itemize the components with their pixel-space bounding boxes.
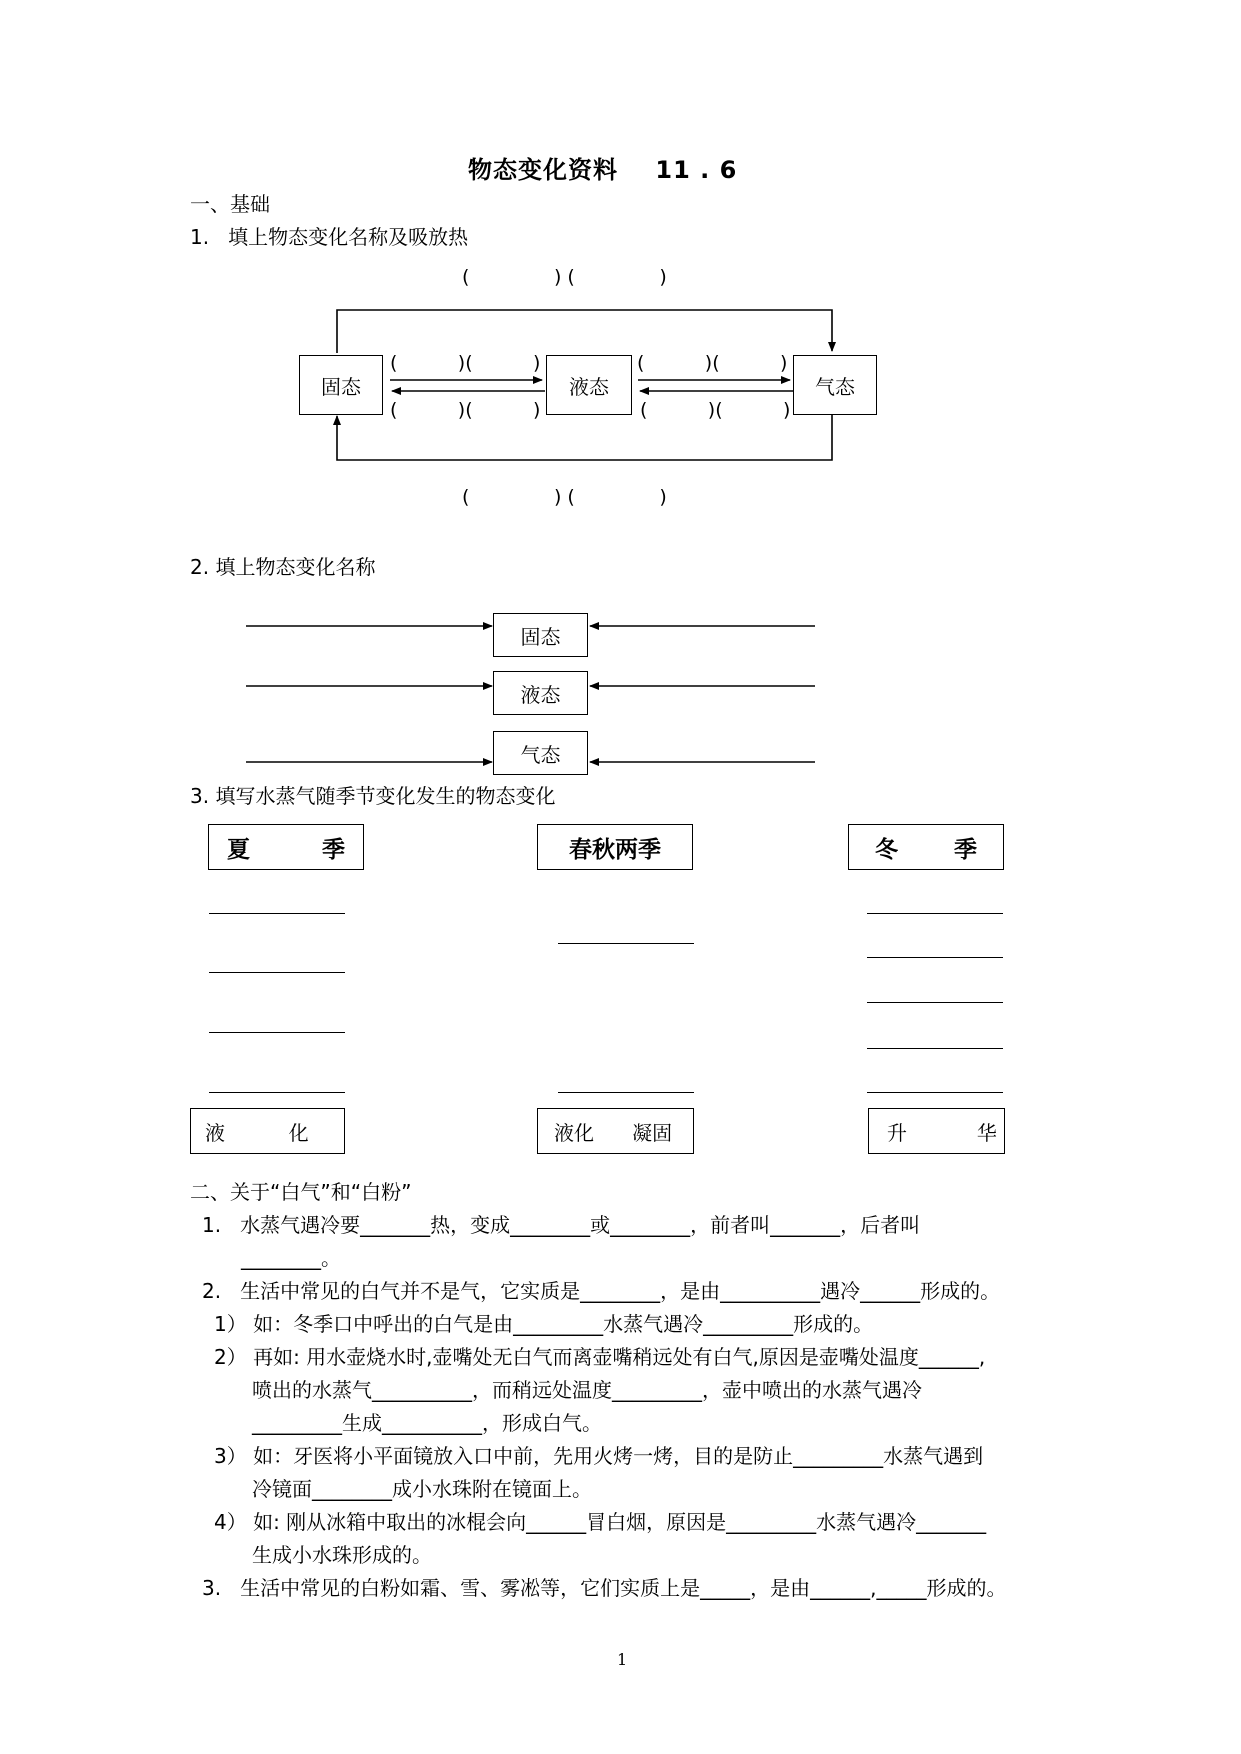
summer-result-label: 液 化 bbox=[205, 1120, 309, 1145]
paren-bottom: ( ) ( ) bbox=[462, 486, 667, 508]
winter-blank-4[interactable] bbox=[867, 1048, 1003, 1049]
spring-autumn-blank-1[interactable] bbox=[558, 943, 694, 944]
q2-liquid-label: 液态 bbox=[520, 682, 561, 707]
season-spring-autumn-label: 春秋两季 bbox=[569, 836, 661, 863]
paren-liquid-gas-bottom: ( )( ) bbox=[640, 399, 791, 421]
spring-autumn-blank-2[interactable] bbox=[558, 1092, 694, 1093]
summer-blank-1[interactable] bbox=[209, 913, 345, 914]
winter-blank-3[interactable] bbox=[867, 1002, 1003, 1003]
summer-blank-2[interactable] bbox=[209, 972, 345, 973]
section-2-heading: 二、关于“白气”和“白粉” bbox=[190, 1180, 412, 1204]
s2-line-2-2: 2） 再如: 用水壶烧水时,壶嘴处无白气而离壶嘴稍远处有白气,原因是壶嘴处温度______, bbox=[214, 1345, 986, 1369]
liquid-state-label: 液态 bbox=[569, 374, 609, 399]
question-1-text: 1. 填上物态变化名称及吸放热 bbox=[190, 225, 469, 249]
solid-state-label: 固态 bbox=[321, 374, 361, 399]
season-summer-box bbox=[208, 824, 364, 870]
s2-line-2-3-cont: 冷镜面________成小水珠附在镜面上。 bbox=[252, 1477, 592, 1501]
summer-blank-3[interactable] bbox=[209, 1032, 345, 1033]
s2-line-3: 3. 生活中常见的白粉如霜、雪、雾凇等，它们实质上是_____，是由______,_____形成的。 bbox=[202, 1576, 1007, 1600]
summer-blank-4[interactable] bbox=[209, 1092, 345, 1093]
s2-line-2-2-cont-a: 喷出的水蒸气__________，而稍远处温度_________，壶中喷出的水蒸气遇冷 bbox=[252, 1378, 922, 1402]
paren-solid-liquid-top: ( )( ) bbox=[390, 352, 541, 374]
s2-line-2-4: 4） 如: 刚从冰箱中取出的冰棍会向______冒白烟，原因是_________水蒸气遇冷_______ bbox=[214, 1510, 987, 1534]
q2-liquid-box bbox=[493, 671, 588, 715]
q2-gas-box bbox=[493, 731, 588, 775]
page-number: 1 bbox=[617, 1650, 628, 1669]
question-3-text: 3. 填写水蒸气随季节变化发生的物态变化 bbox=[190, 784, 556, 808]
spring-autumn-result-box bbox=[537, 1108, 694, 1154]
season-summer-label: 夏 季 bbox=[226, 836, 346, 863]
s2-line-2-4-cont: 生成小水珠形成的。 bbox=[252, 1543, 432, 1567]
gas-state-box bbox=[793, 355, 877, 415]
q2-solid-label: 固态 bbox=[520, 624, 561, 649]
solid-state-box bbox=[299, 355, 383, 415]
winter-blank-1[interactable] bbox=[867, 913, 1003, 914]
s2-line-2-1: 1） 如：冬季口中呼出的白气是由_________水蒸气遇冷_________形成的。 bbox=[214, 1312, 874, 1336]
q2-solid-box bbox=[493, 613, 588, 657]
question-2-text: 2. 填上物态变化名称 bbox=[190, 555, 376, 579]
s2-line-2: 2. 生活中常见的白气并不是气，它实质是________，是由__________遇冷______形成的。 bbox=[202, 1279, 1001, 1303]
season-spring-autumn-box bbox=[537, 824, 693, 870]
s2-line-2-2-cont-b: _________生成__________，形成白气。 bbox=[252, 1411, 602, 1435]
winter-blank-5[interactable] bbox=[867, 1092, 1003, 1093]
page-title: 物态变化资料 11 . 6 bbox=[468, 156, 738, 184]
gas-state-label: 气态 bbox=[815, 374, 855, 399]
section-heading: 一、基础 bbox=[190, 192, 270, 216]
s2-line-2-3: 3） 如：牙医将小平面镜放入口中前，先用火烤一烤，目的是防止_________水蒸气遇到 bbox=[214, 1444, 984, 1468]
spring-autumn-result-label: 液化 凝固 bbox=[554, 1120, 673, 1145]
s2-line-1-cont: ________。 bbox=[241, 1246, 341, 1270]
winter-result-box bbox=[868, 1108, 1005, 1154]
winter-blank-2[interactable] bbox=[867, 957, 1003, 958]
liquid-state-box bbox=[546, 355, 632, 415]
season-winter-box bbox=[848, 824, 1004, 870]
s2-line-1: 1. 水蒸气遇冷要_______热，变成________或________，前者叫_______，后者叫 bbox=[202, 1213, 921, 1237]
paren-solid-liquid-bottom: ( )( ) bbox=[390, 399, 541, 421]
paren-top: ( ) ( ) bbox=[462, 266, 667, 288]
paren-liquid-gas-top: ( )( ) bbox=[637, 352, 788, 374]
season-winter-label: 冬 季 bbox=[874, 836, 978, 863]
summer-result-box bbox=[190, 1108, 345, 1154]
q2-gas-label: 气态 bbox=[520, 742, 561, 767]
winter-result-label: 升 华 bbox=[887, 1120, 997, 1145]
